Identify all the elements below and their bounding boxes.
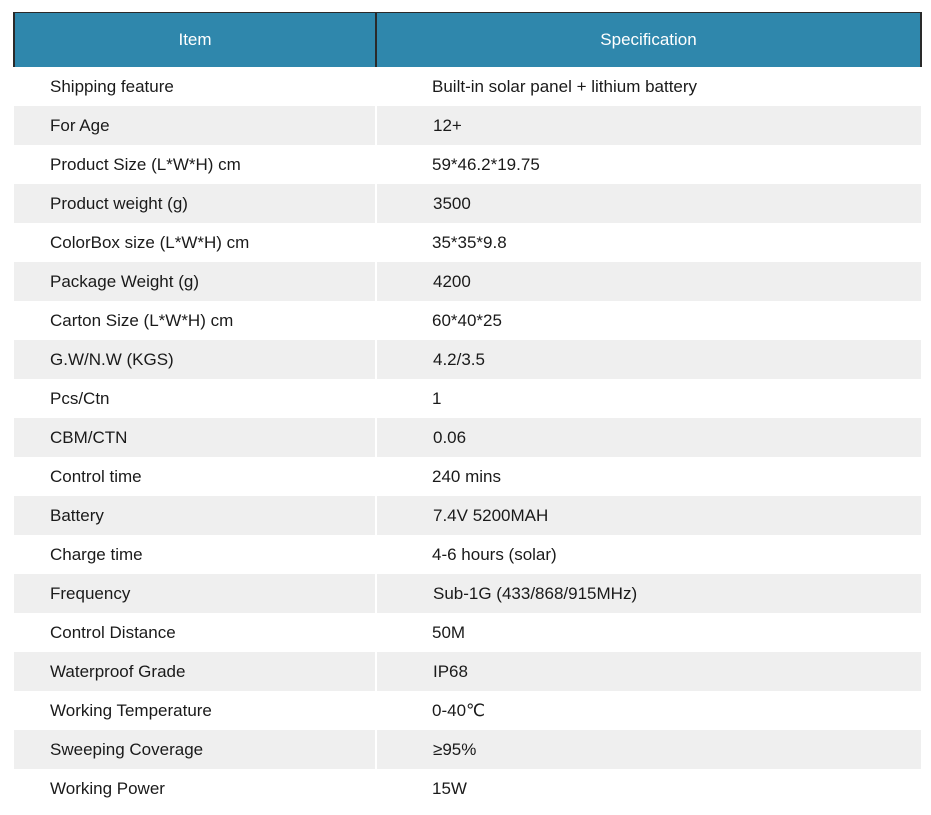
table-row [14, 769, 921, 808]
spec-item-cell: Charge time [14, 535, 376, 574]
table-row [14, 496, 921, 535]
table-row [14, 262, 921, 301]
table-row [14, 340, 921, 379]
table-row [14, 691, 921, 730]
table-row [14, 301, 921, 340]
spec-item-cell: Shipping feature [14, 67, 376, 106]
column-header-specification: Specification [376, 13, 921, 68]
header-row [14, 13, 921, 68]
spec-item-cell: Battery [14, 496, 376, 535]
spec-value-cell: 240 mins [376, 457, 921, 496]
spec-item-cell: Control time [14, 457, 376, 496]
spec-value-cell: 4-6 hours (solar) [376, 535, 921, 574]
spec-value-cell: 12+ [376, 106, 921, 145]
spec-value-cell: 15W [376, 769, 921, 808]
spec-item-cell: Package Weight (g) [14, 262, 376, 301]
spec-value-cell: 35*35*9.8 [376, 223, 921, 262]
spec-item-cell: Carton Size (L*W*H) cm [14, 301, 376, 340]
spec-value-cell: 50M [376, 613, 921, 652]
table-row [14, 457, 921, 496]
spec-value-cell: ≥95% [376, 730, 921, 769]
table-row [14, 418, 921, 457]
spec-value-cell: 1 [376, 379, 921, 418]
spec-item-cell: Control Distance [14, 613, 376, 652]
table-row [14, 184, 921, 223]
spec-item-cell: ColorBox size (L*W*H) cm [14, 223, 376, 262]
column-header-item: Item [14, 13, 376, 68]
spec-item-cell: G.W/N.W (KGS) [14, 340, 376, 379]
table-row [14, 652, 921, 691]
spec-item-cell: Sweeping Coverage [14, 730, 376, 769]
table-row [14, 67, 921, 106]
spec-value-cell: 7.4V 5200MAH [376, 496, 921, 535]
spec-table [13, 12, 922, 808]
table-row [14, 574, 921, 613]
spec-item-cell: Waterproof Grade [14, 652, 376, 691]
spec-value-cell: IP68 [376, 652, 921, 691]
spec-item-cell: Pcs/Ctn [14, 379, 376, 418]
spec-item-cell: Product weight (g) [14, 184, 376, 223]
spec-item-cell: Product Size (L*W*H) cm [14, 145, 376, 184]
spec-item-cell: Frequency [14, 574, 376, 613]
spec-value-cell: 4.2/3.5 [376, 340, 921, 379]
spec-value-cell: Built-in solar panel + lithium battery [376, 67, 921, 106]
spec-table-header [14, 13, 921, 68]
spec-value-cell: 0-40℃ [376, 691, 921, 730]
spec-item-cell: For Age [14, 106, 376, 145]
spec-value-cell: 59*46.2*19.75 [376, 145, 921, 184]
spec-value-cell: 4200 [376, 262, 921, 301]
spec-item-cell: Working Temperature [14, 691, 376, 730]
table-row [14, 613, 921, 652]
spec-table-body [14, 67, 921, 808]
spec-value-cell: 0.06 [376, 418, 921, 457]
spec-item-cell: CBM/CTN [14, 418, 376, 457]
table-row [14, 379, 921, 418]
spec-value-cell: Sub-1G (433/868/915MHz) [376, 574, 921, 613]
table-row [14, 223, 921, 262]
spec-value-cell: 3500 [376, 184, 921, 223]
table-row [14, 730, 921, 769]
table-row [14, 106, 921, 145]
table-row [14, 535, 921, 574]
spec-item-cell: Working Power [14, 769, 376, 808]
spec-value-cell: 60*40*25 [376, 301, 921, 340]
table-row [14, 145, 921, 184]
